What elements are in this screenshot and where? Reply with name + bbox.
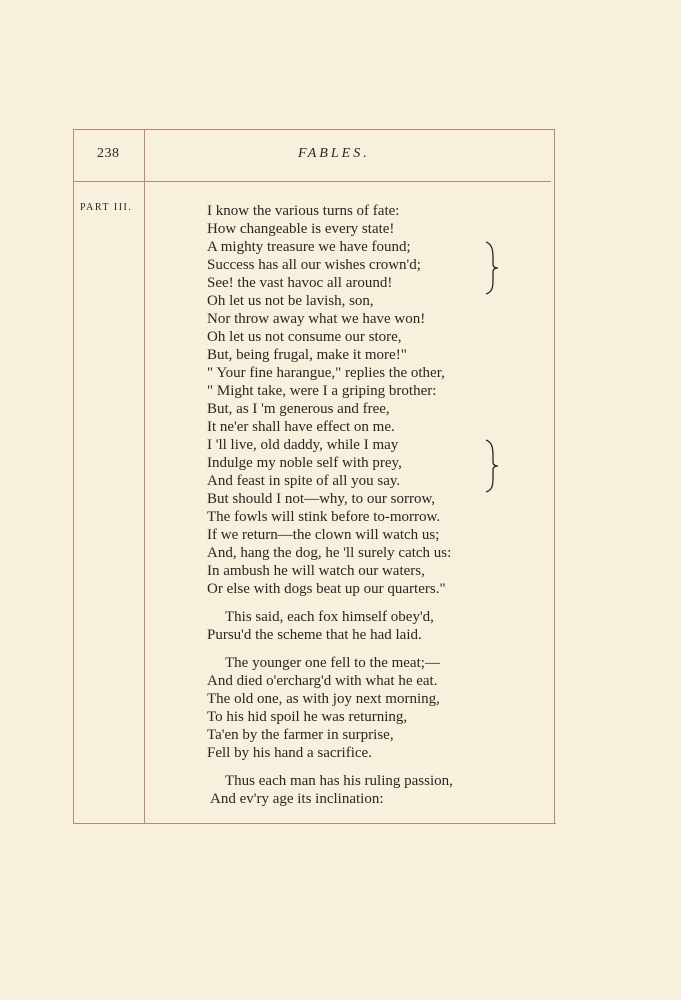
poem-line: I know the various turns of fate:: [207, 203, 400, 219]
poem-line: And feast in spite of all you say.: [207, 473, 401, 489]
poem-line: " Your fine harangue," replies the other,: [207, 365, 445, 381]
triplet-brace: [482, 438, 502, 494]
poem-line: The old one, as with joy next morning,: [207, 691, 440, 707]
poem-line: How changeable is every state!: [207, 221, 395, 237]
frame-right-rule: [554, 129, 555, 824]
poem-line: Fell by his hand a sacrifice.: [207, 745, 372, 761]
poem-line: See! the vast havoc all around!: [207, 275, 393, 291]
poem-line: Ta'en by the farmer in surprise,: [207, 727, 394, 743]
frame-bottom-rule: [73, 823, 556, 824]
frame-left-rule: [73, 129, 74, 824]
margin-note: PART III.: [80, 202, 133, 213]
triplet-brace: [482, 240, 502, 296]
poem-line: Oh let us not be lavish, son,: [207, 293, 374, 309]
poem-line: Thus each man has his ruling passion,: [225, 773, 453, 789]
poem-line: And ev'ry age its inclination:: [210, 791, 384, 807]
poem-line: It ne'er shall have effect on me.: [207, 419, 395, 435]
frame-top-rule: [73, 129, 555, 130]
poem-line: And, hang the dog, he 'll surely catch us:: [207, 545, 452, 561]
page-number: 238: [97, 146, 120, 161]
poem-line: And died o'ercharg'd with what he eat.: [207, 673, 438, 689]
poem-line: To his hid spoil he was returning,: [207, 709, 408, 725]
running-head: FABLES.: [298, 146, 370, 161]
poem-line: But should I not—why, to our sorrow,: [207, 491, 436, 507]
poem-line: Or else with dogs beat up our quarters.": [207, 581, 446, 597]
header-rule: [73, 181, 551, 182]
poem-line: Pursu'd the scheme that he had laid.: [207, 627, 422, 643]
poem-line: But, as I 'm generous and free,: [207, 401, 390, 417]
poem-line: Indulge my noble self with prey,: [207, 455, 402, 471]
poem-line: Success has all our wishes crown'd;: [207, 257, 421, 273]
column-divider-rule: [144, 129, 145, 824]
poem-line: " Might take, were I a griping brother:: [207, 383, 437, 399]
poem-line: This said, each fox himself obey'd,: [225, 609, 434, 625]
poem-line: But, being frugal, make it more!": [207, 347, 407, 363]
poem-line: In ambush he will watch our waters,: [207, 563, 425, 579]
poem-line: The younger one fell to the meat;—: [225, 655, 440, 671]
poem-line: The fowls will stink before to-morrow.: [207, 509, 441, 525]
poem-line: Nor throw away what we have won!: [207, 311, 426, 327]
poem-line: A mighty treasure we have found;: [207, 239, 411, 255]
poem-line: Oh let us not consume our store,: [207, 329, 402, 345]
poem-line: I 'll live, old daddy, while I may: [207, 437, 399, 453]
poem-line: If we return—the clown will watch us;: [207, 527, 440, 543]
